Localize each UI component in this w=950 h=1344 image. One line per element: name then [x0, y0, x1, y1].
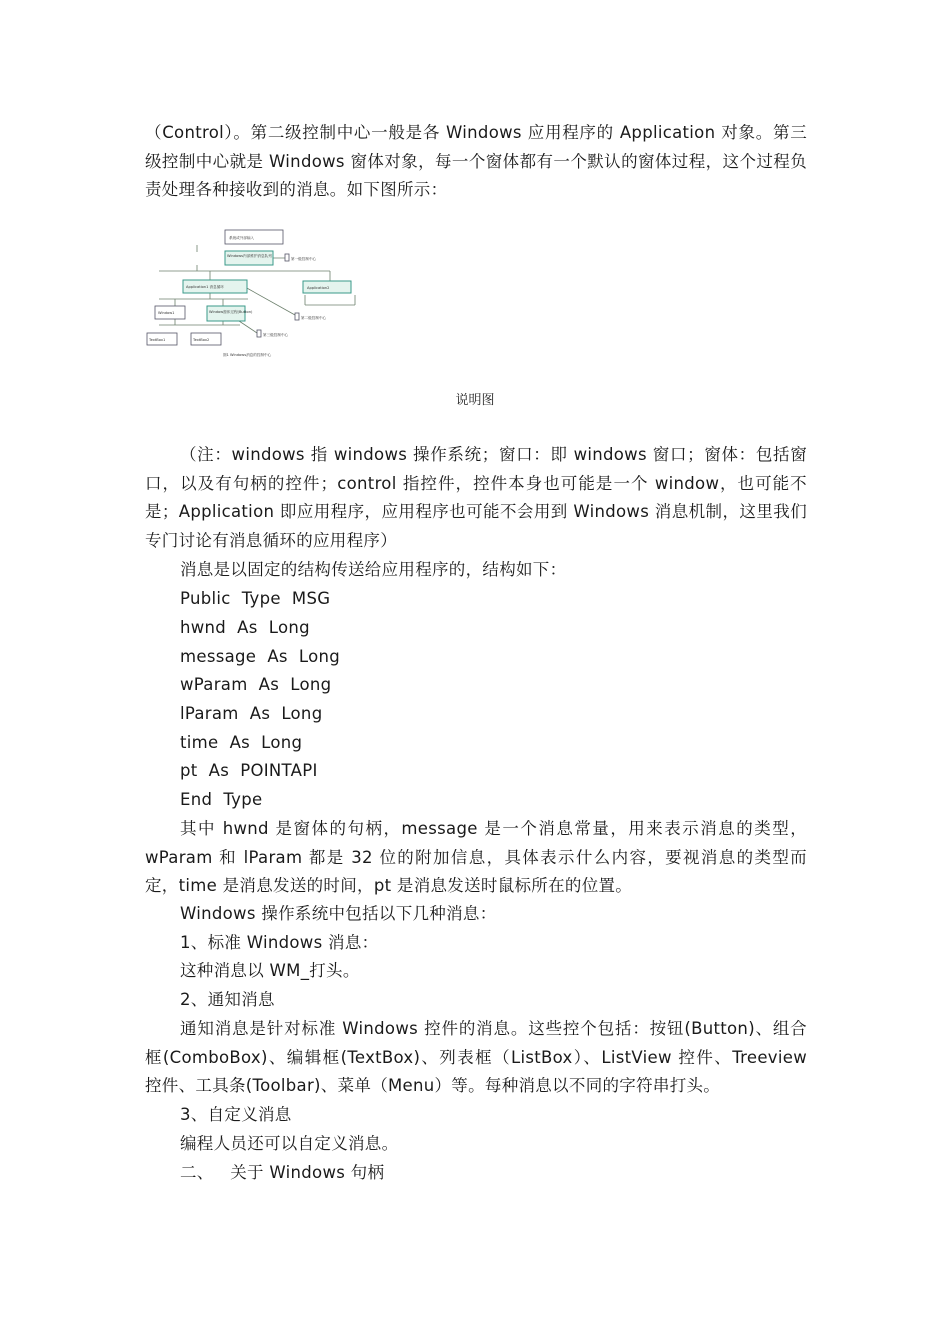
item-2-text: 通知消息是针对标准 Windows 控件的消息。这些控个包括：按钮(Button)、组合框(ComboBox)、编辑框(TextBox)、列表框（ListBox）、ListView 控件、Treeview 控件、工具条(Toolbar)、菜单（Menu）等。每种消息以不同的字符串打头。	[145, 1019, 807, 1096]
textbox2-label: TextBox2	[193, 338, 210, 342]
item-1-title: 1、标准 Windows 消息：	[180, 933, 379, 952]
app1-label: Application1 消息循环	[186, 285, 224, 289]
item-3-text: 编程人员还可以自定义消息。	[180, 1134, 399, 1153]
code-line: wParam As Long	[180, 675, 332, 694]
intro-paragraph: （Control）。第二级控制中心一般是各 Windows 应用程序的 Application 对象。第三级控制中心就是 Windows 窗体对象，每一个窗体都有一个默认的窗体过程，这个过程负责处理各种接收到的消息。如下图所示：	[145, 123, 807, 200]
code-line: pt As POINTAPI	[180, 761, 318, 780]
item-2-title: 2、通知消息	[180, 990, 275, 1009]
level2-label: 第二级控制中心	[301, 316, 327, 320]
note-paragraph: （注：windows 指 windows 操作系统；窗口：即 windows 窗口；窗体：包括窗口，以及有句柄的控件；control 指控件，控件本身也可能是一个 window，也可能不是；Application 即应用程序，应用程序也可能不会用到 Windows 消息机制，这里我们专门讨论有消息循环的应用程序）	[145, 445, 807, 551]
message-control-diagram	[145, 225, 360, 365]
level3-marker	[257, 330, 261, 337]
section-heading: 二、 关于 Windows 句柄	[180, 1163, 385, 1182]
item-3-title: 3、自定义消息	[180, 1105, 292, 1124]
level1-label: 第一级控制中心	[291, 257, 317, 261]
struct-intro: 消息是以固定的结构传送给应用程序的，结构如下：	[180, 560, 567, 579]
explain-paragraph: 其中 hwnd 是窗体的句柄，message 是一个消息常量，用来表示消息的类型，wParam 和 lParam 都是 32 位的附加信息，具体表示什么内容，要视消息的类型而定，time 是消息发送的时间，pt 是消息发送时鼠标所在的位置。	[145, 819, 807, 896]
code-line: End Type	[180, 790, 263, 809]
code-line: hwnd As Long	[180, 618, 310, 637]
app2-label: Application2	[307, 286, 330, 290]
level1-marker	[285, 254, 289, 261]
code-line: message As Long	[180, 647, 341, 666]
code-line: lParam As Long	[180, 704, 323, 723]
window1-label: Window1	[158, 311, 175, 315]
source-label: 系统或外部输入	[229, 236, 255, 240]
code-line: time As Long	[180, 733, 303, 752]
code-line: Public Type MSG	[180, 589, 331, 608]
queue-label: Windows内部维护消息队列	[227, 254, 272, 258]
level2-marker	[295, 313, 299, 320]
figure-caption: 说明图	[455, 393, 495, 408]
level3-label: 第三级控制中心	[263, 333, 289, 337]
window2-label: Window窗体过程(Button)	[209, 310, 253, 314]
figure-title: 图1 Windows消息的控制中心	[223, 353, 272, 357]
item-1-text: 这种消息以 WM_打头。	[180, 961, 360, 980]
textbox1-label: TextBox1	[149, 338, 166, 342]
types-intro: Windows 操作系统中包括以下几种消息：	[180, 904, 497, 923]
